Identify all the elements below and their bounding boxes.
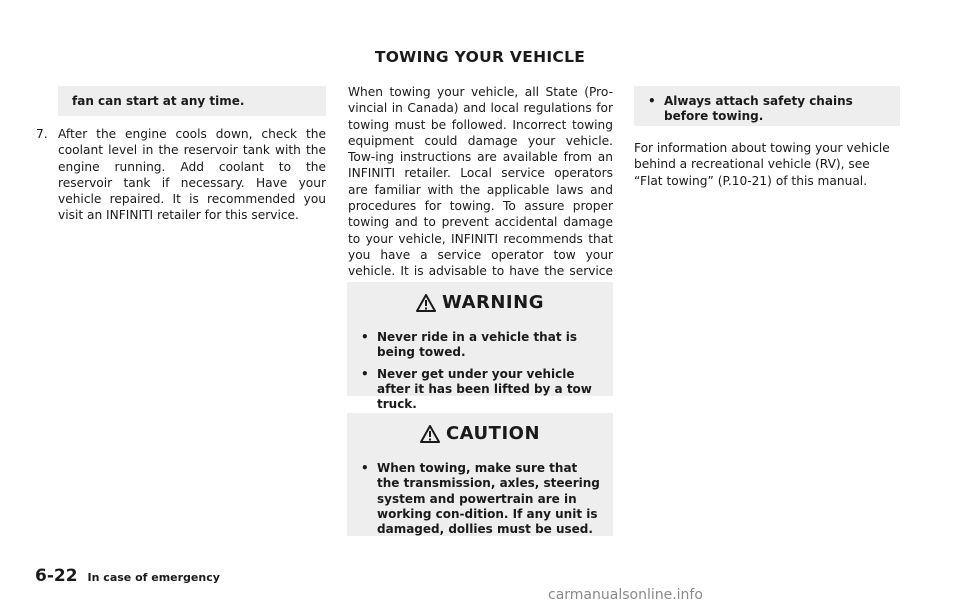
step-text: After the engine cools down, check the coolant level in the reservoir tank with the engine running. Add coolant to the reservoir tank if necessary. Have your vehicle repaired. It is recommended you visit an INFINITI retailer for this service. <box>58 127 326 223</box>
caution-box <box>347 413 613 536</box>
towing-intro: When towing your vehicle, all State (Pro-vincial in Canada) and local regulations for towing must be followed. Incorrect towing equipment could damage your vehicle. Tow-ing instructions are available from an INFINITI retailer. Local service operators are familiar with the applicable laws and procedures for towing. To assure proper towing and to prevent accidental damage to your vehicle, INFINITI recommends that you have a service operator tow your vehicle. It is advisable to have the service <box>348 85 613 279</box>
note-text: fan can start at any time. <box>72 94 245 108</box>
warning-bullet-text: Never ride in a vehicle that is being towed. <box>377 330 577 360</box>
bullet-dot: • <box>361 461 369 475</box>
caution-header <box>347 423 613 444</box>
bullet-dot: • <box>648 94 656 108</box>
list-item <box>361 461 603 537</box>
page-footer <box>35 566 220 586</box>
step-number: 7. <box>36 127 48 141</box>
watermark: carmanualsonline.info <box>548 587 703 603</box>
section-title: TOWING YOUR VEHICLE <box>374 48 586 66</box>
warning-bullet-text: Never get under your vehicle after it has been lifted by a tow truck. <box>377 366 592 412</box>
safety-chain-text: Always attach safety chains before towing. <box>664 94 853 124</box>
warning-box <box>347 282 613 412</box>
rv-towing-paragraph: For information about towing your vehicle behind a recreational vehicle (RV), see “Flat towing” (P.10-21) of this manual. <box>634 141 890 188</box>
caution-title: CAUTION <box>445 423 541 444</box>
list-item <box>361 367 603 413</box>
warning-triangle-icon <box>420 425 440 443</box>
safety-chain-bullet <box>648 94 893 131</box>
chapter-title: In case of emergency <box>87 571 220 584</box>
warning-triangle-icon <box>416 294 436 312</box>
warning-title: WARNING <box>442 292 544 313</box>
bullet-dot: • <box>361 366 369 381</box>
list-item <box>648 94 893 125</box>
caution-bullets <box>361 461 603 543</box>
warning-header <box>347 292 613 313</box>
numbered-step <box>36 126 326 224</box>
list-item <box>361 330 603 361</box>
warning-bullets <box>361 330 603 418</box>
caution-bullet-text: When towing, make sure that the transmission, axles, steering system and powertrain are in working con-dition. If any unit is damaged, dollies must be used. <box>377 461 600 537</box>
page-number: 6-22 <box>35 566 78 586</box>
bullet-dot: • <box>361 330 369 344</box>
